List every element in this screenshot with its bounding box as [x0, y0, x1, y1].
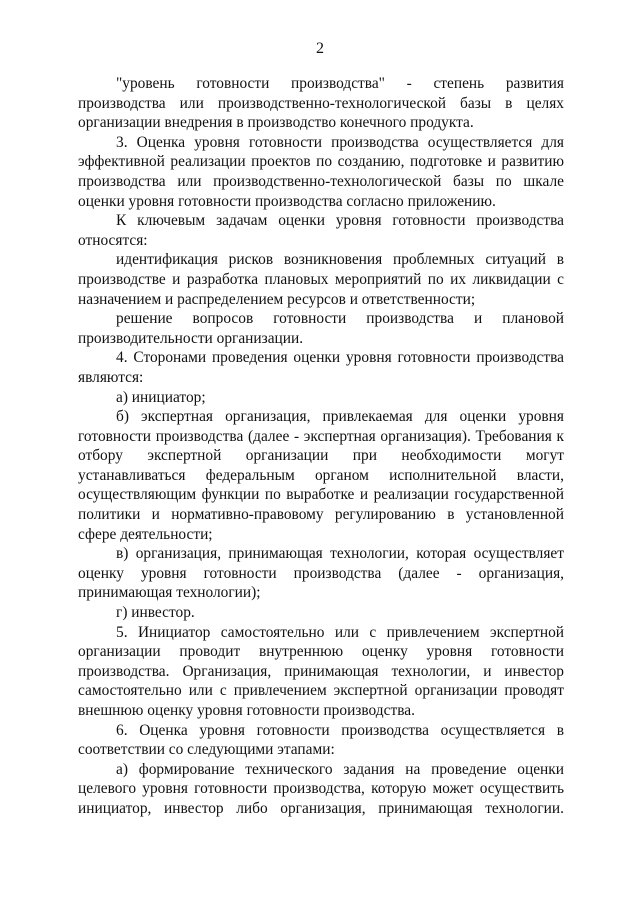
paragraph-item-4a: а) инициатор;	[116, 388, 206, 406]
paragraph-key-tasks-intro: К ключевым задачам оценки уровня готовности производства относятся:	[78, 212, 564, 249]
paragraph-item-4b: б) экспертная организация, привлекаемая для оценки уровня готовности производства (далее - экспертная организация). Требования к отбору экспертной организации при необходимости могут устанавливаться федеральным органом исполнительной власти, осуществляющим функции по выработке и реализации государственной политики и нормативно-правовому регулированию в установленной сфере деятельности;	[78, 408, 564, 543]
paragraph-item-4g: г) инвестор.	[116, 604, 195, 622]
paragraph-item-3: 3. Оценка уровня готовности производства осуществляется для эффективной реализации проектов по созданию, подготовке и развитию производства или производственно-технологической базы по шкале оценки уровня готовности производства согласно приложению.	[78, 133, 564, 210]
paragraph-definition: "уровень готовности производства" - степень развития производства или производственно-технологической базы в целях организации внедрения в производство конечного продукта.	[78, 75, 564, 132]
paragraph-item-4v: в) организация, принимающая технологии, которая осуществляет оценку уровня готовности производства (далее - организация, принимающая технологии);	[78, 545, 564, 602]
paragraph-item-6: 6. Оценка уровня готовности производства осуществляется в соответствии со следующими этапами:	[78, 721, 564, 759]
document-body	[78, 74, 564, 819]
paragraph-task-readiness: решение вопросов готовности производства и плановой производительности организации.	[78, 310, 564, 347]
page-number: 2	[316, 40, 324, 57]
paragraph-item-4: 4. Сторонами проведения оценки уровня готовности производства являются:	[78, 349, 564, 386]
paragraph-task-risks: идентификация рисков возникновения проблемных ситуаций в производстве и разработка плановых мероприятий по их ликвидации с назначением и распределением ресурсов и ответственности;	[78, 251, 564, 308]
paragraph-item-6a: а) формирование технического задания на проведение оценки целевого уровня готовности производства, которую может осуществить инициатор, инвестор либо организация, принимающая технологии.	[78, 760, 564, 817]
paragraph-item-5: 5. Инициатор самостоятельно или с привлечением экспертной организации проводит внутреннюю оценку уровня готовности производства. Организация, принимающая технологии, и инвестор самостоятельно или с привлечением экспертной организации проводят внешнюю оценку уровня готовности производства.	[78, 623, 564, 719]
